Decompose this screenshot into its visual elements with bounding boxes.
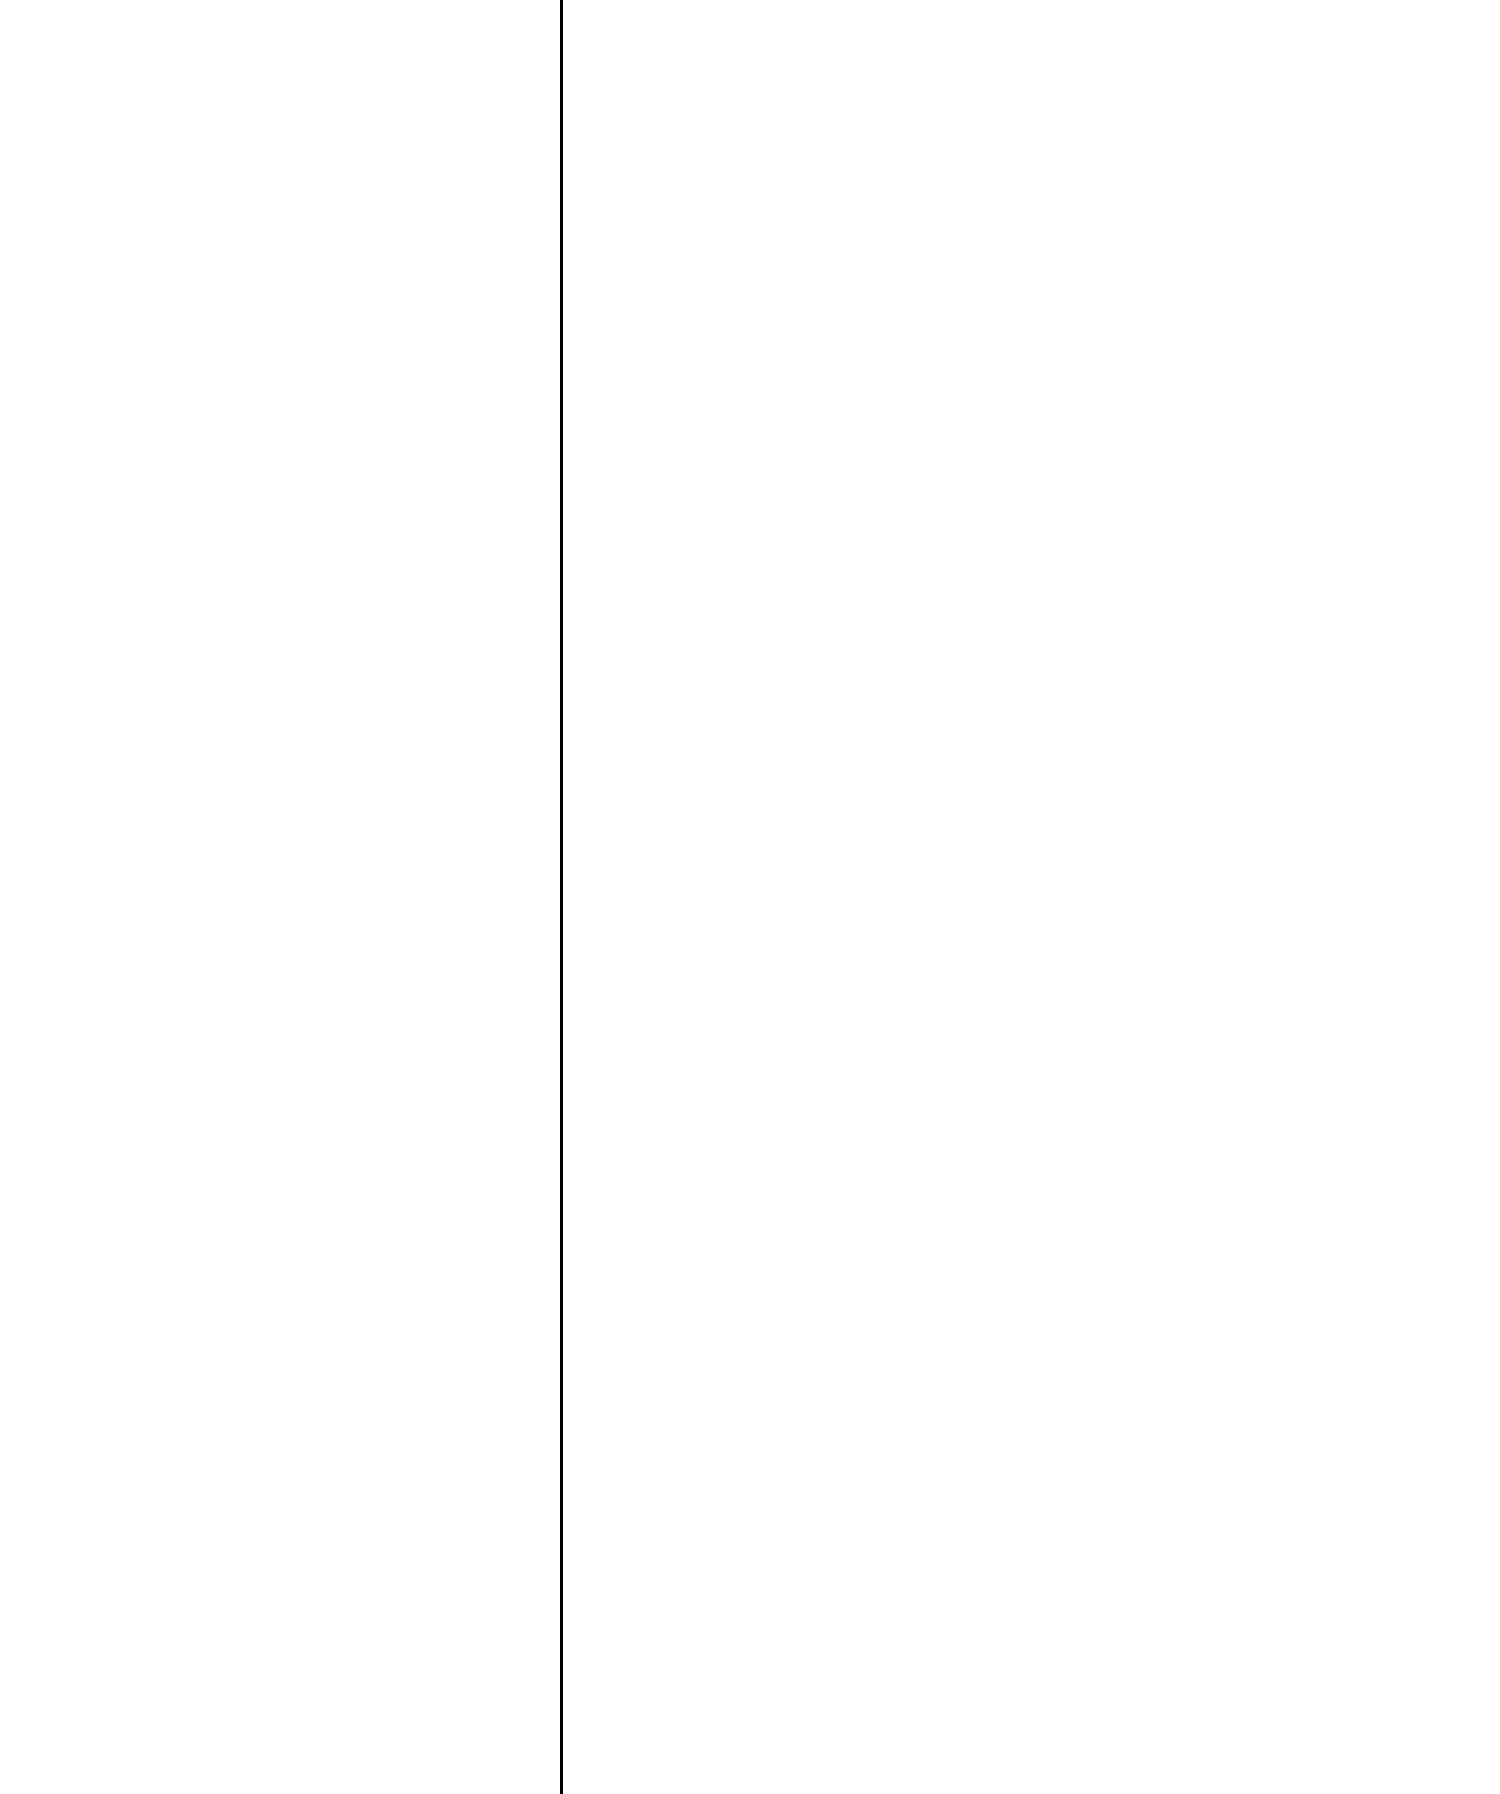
column-divider bbox=[560, 0, 563, 1794]
